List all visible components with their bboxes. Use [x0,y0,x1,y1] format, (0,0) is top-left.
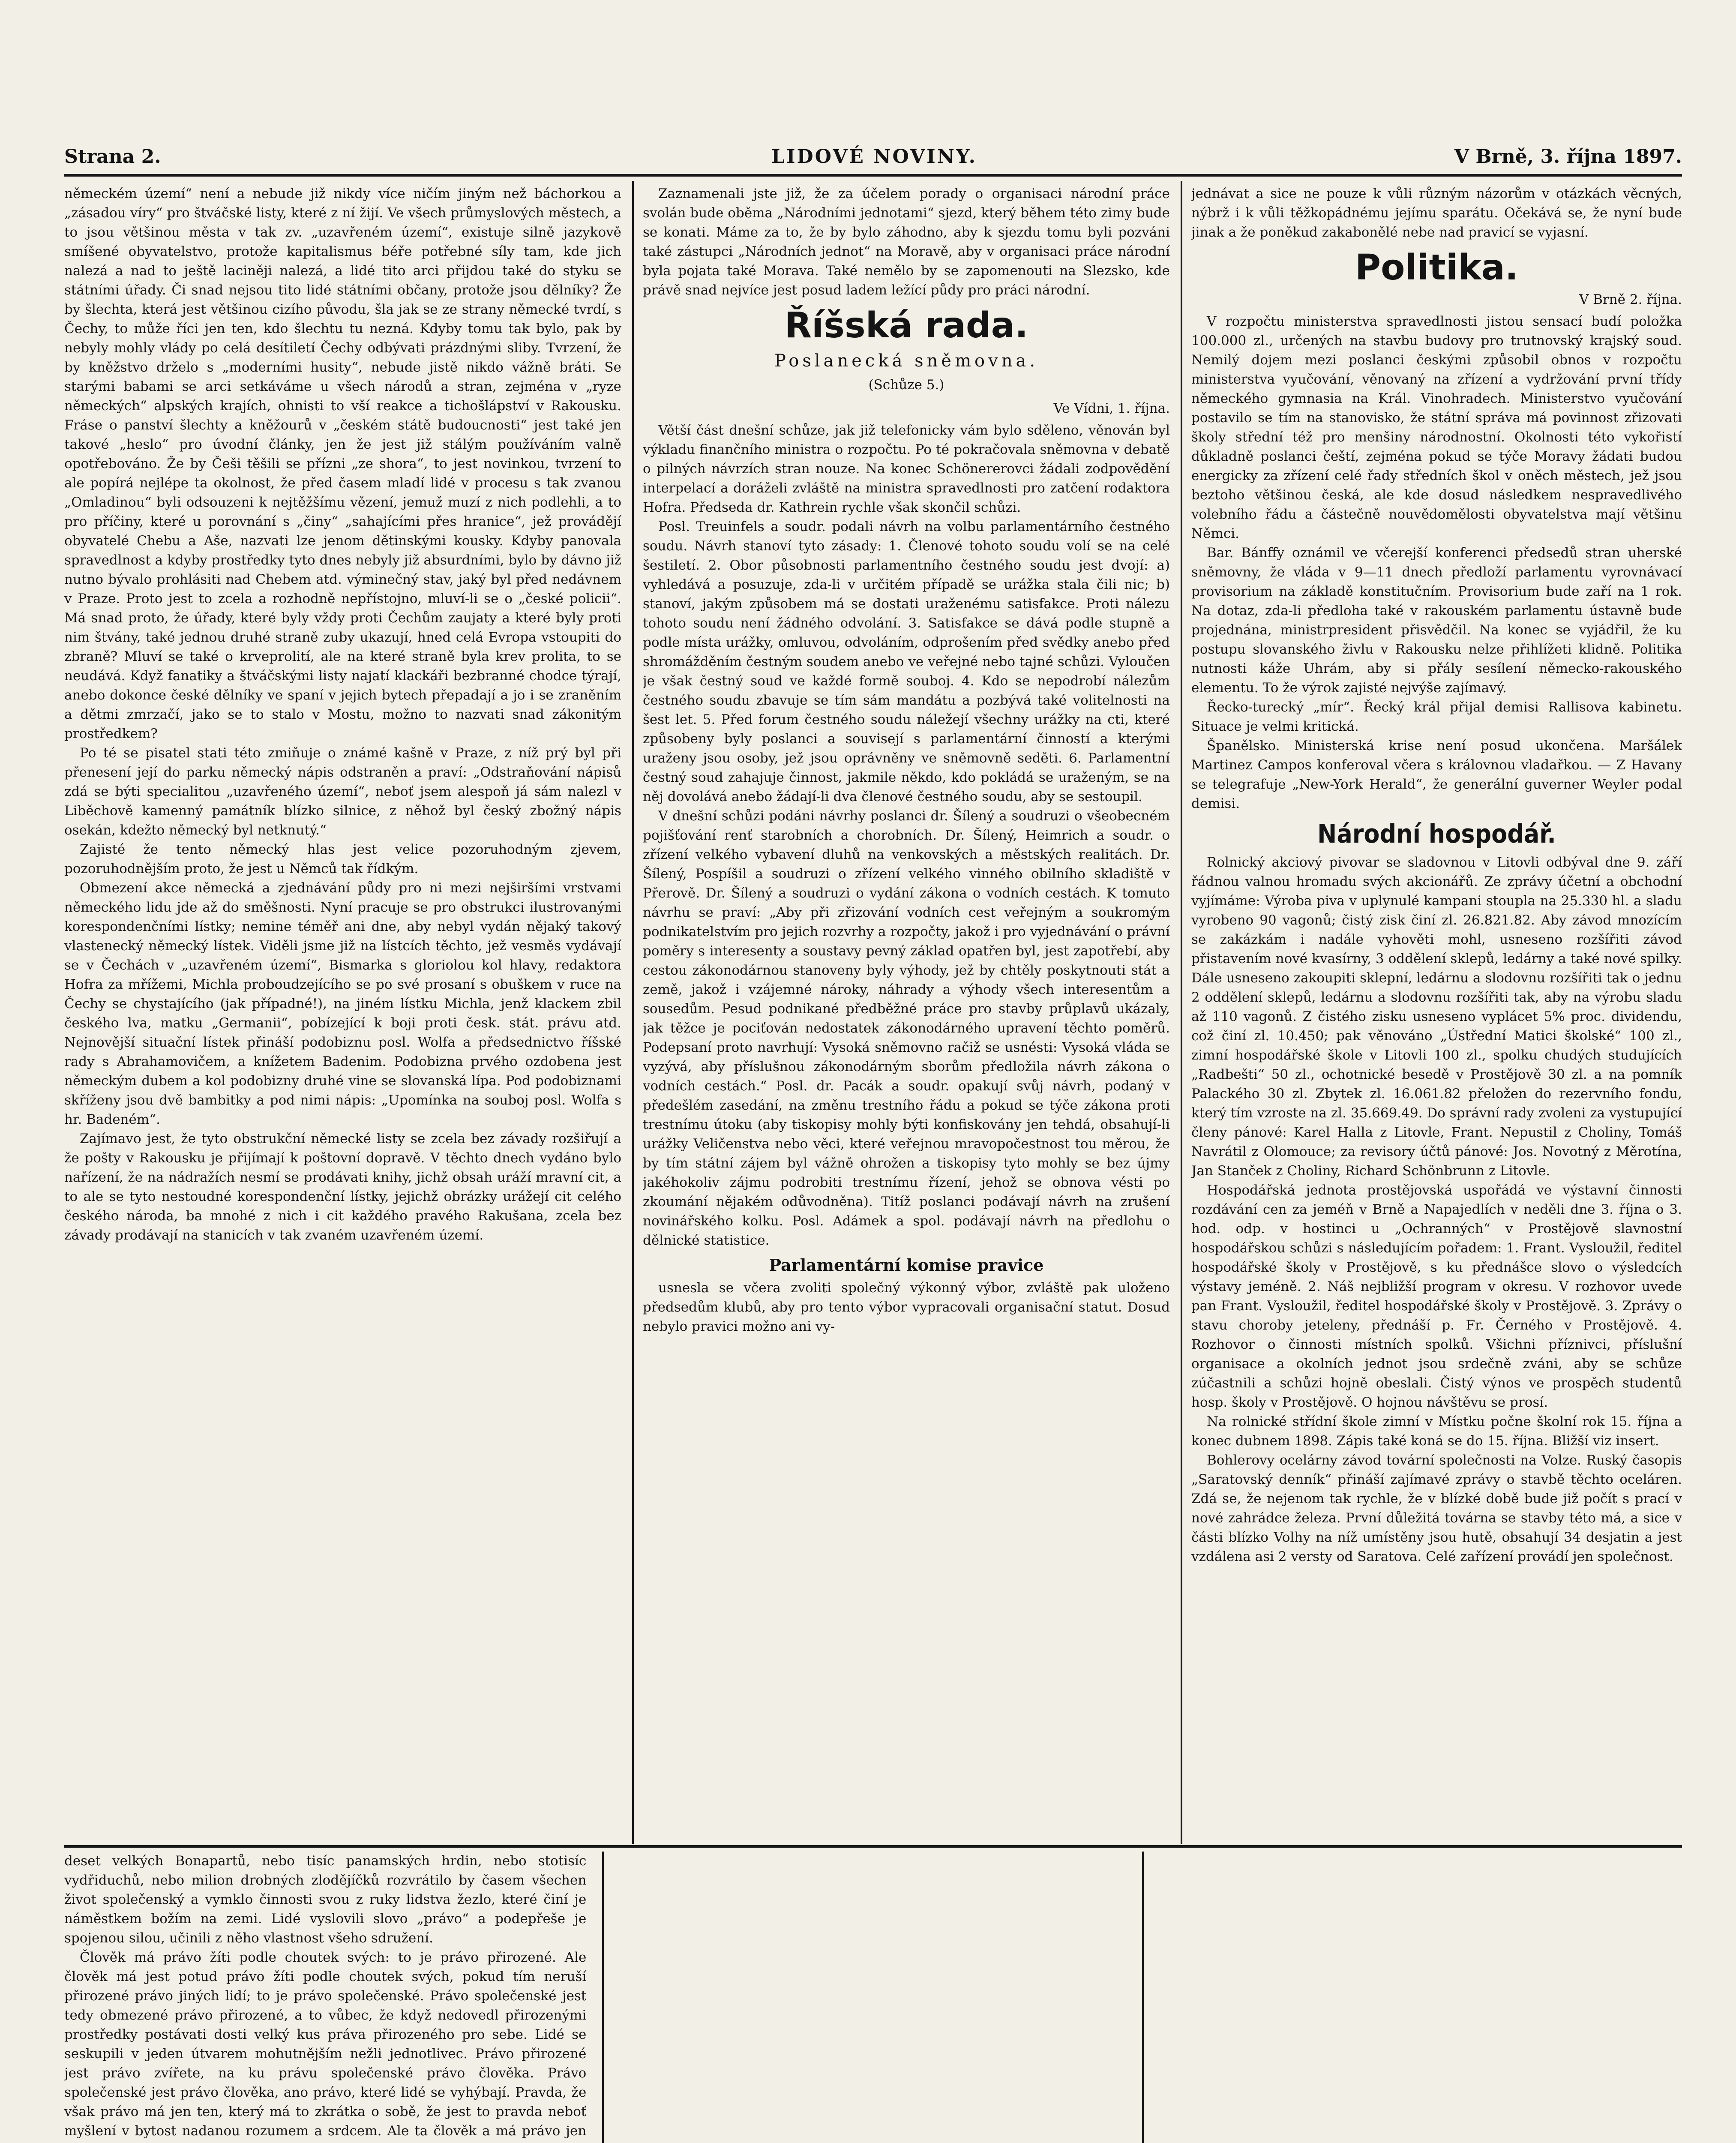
feuilleton-paragraph: deset velkých Bonapartů, nebo tisíc panamských hrdin, nebo stotisíc vydřiduchů, nebo milion drobných zlodějíčků rozvrátilo by časem všechen život společenský a vymklo činnosti svou z ruky lidstva žezlo, které činí je náměstkem božím na zemi. Lidé vyslovili slovo „právo“ a podepřeše je spojenou silou, učinili z něho vlastnost všeho sdružení. [64,1853,587,1946]
article-paragraph: Bar. Bánffy oznámil ve včerejší konferenci předsedů stran uherské sněmovny, že vláda v 9—11 dnech předloží parlamentu vyrovnávací provisorium na základě konstitučním. Provisorium bude zaří na 1 rok. Na dotaz, zda-li předloha také v rakouském parlamentu ústavně bude projednána, ministrpresident přisvědčil. Na konec se vyjádřil, že ku postupu slovanského živlu v Rakousku nelze přihlížeti klidně. Politika nutnosti káže Uhrám, aby si přály sesílení německo-rakouského elementu. To že výrok zajisté nejvýše zajímavý. [1191,545,1682,696]
article-paragraph: Rolnický akciový pivovar se sladovnou v Litovli odbýval dne 9. září řádnou valnou hromadu svých akcionářů. Ze zprávy účetní a obchodní vyjímáme: Výroba piva v uplynulé kampani stoupla na 25.330 hl. a sladu vyrobeno 90 vagonů; čistý zisk činí zl. 26.821.82. Aby závod mnozícím se zakázkám i nadále vyhověti mohl, usneseno rozšířiti závod přistavením nové kvasírny, 3 oddělení sklepů, ledárny a také nové spilky. Dále usneseno zakoupiti sklepní, ledárnu a slodovnu rozšířiti tak o jednu 2 oddělení sklepů, ledárnu a slodovnu rozšířiti tak, aby na výrobu sladu až 110 vagonů. Z čistého zisku usneseno vyplácet 5% proc. dividendu, což činí zl. 10.450; pak věnováno „Ústřední Matici školské“ 100 zl., zimní hospodářské škole v Litovli 100 zl., spolku chudých studujících „Radbešti“ 50 zl., ochotnické besedě v Prostějově 30 zl. a na pomník Palackého 30 zl. Zbytek zl. 16.061.82 přeložen do rezervního fondu, který tím vzroste na zl. 35.669.49. Do správní rady zvoleni za vystupující členy pánové: Karel Halla z Litovle, Frant. Nepustil z Choliny, Tomáš Navrátil z Olomouce; za revisory účtů pánové: Jos. Novotný z Měrotína, Jan Stanček z Choliny, Richard Schönbrunn z Litovle. [1191,855,1682,1179]
article-paragraph: V dnešní schůzi podáni návrhy poslanci dr. Šílený a soudruzi o všeobecném pojišťování renť starobních a chorobních. Dr. Šílený, Heimrich a soudr. o zřízení velkého vybavení dluhů na venkovských a městských realitách. Dr. Šílený, Pospíšil a soudruzi o zřízení velkého vinného obilního skladiště v Přerově. Dr. Šílený a soudruzi o vydání zákona o vodních cestách. K tomuto návrhu se praví: „Aby při zřizování vodních cest veřejným a soukromým podnikatelstvím pro jejich rozvrhy a rozpočty, jakož i pro vyjednávání o právní poměry s interesenty a soustavy pevný základ opatřen byl, jest zapotřebí, aby cestou zákonodárnou stanoveny byly výhody, jež by chtěly poskytnouti stát a země, jakož i vzájemné nároky, náhrady a výhody všech interesentům a sousedům. Pesud podnikané předběžné práce pro stavby průplavů ukázaly, jak těžce je pociťován nedostatek zákonodárného upravení těchto poměrů. Podepsaní proto navrhují: Vysoká sněmovno račiž se usnésti: Vysoká vláda se vyzývá, aby příslušnou zákonodárným sborům předložila návrh zákona o vodních cestách.“ Posl. dr. Pacák a soudr. opakují svůj návrh, podaný v předešlém zasedání, na změnu trestního řádu a pokud se týče zákona proti trestnímu útoku (aby tiskopisy mohly býti konfiskovány jen tehdá, obsahují-li urážky Veličenstva nebo věci, které veřejnou mravopočestnost tou měrou, že by tím státní zájem byl vážně ohrožen a tiskopisy tyto mohly se bez újmy jakéhokoliv zájmu podrobiti trestnímu řízení, jehož se obnova vésti po zkoumání nějakém odůvodněna). Titíž poslanci podávají návrh na zrušení novinářského kolku. Posl. Adámek a spol. podávají návrh na předlohu o dělnické statistice. [643,808,1170,1248]
feuilleton [64,1852,1682,2143]
feuilleton-paragraph: Člověk má právo žíti podle choutek svých: to je právo přirozené. Ale člověk má jest potud právo žíti podle choutek svých, pokud tím neruší přirozené právo jiných lidí; to je právo společenské. Právo společenské jest tedy obmezené právo přirozené, a to vůbec, že když nedovedl přirozenými prostředky postávati dosti velký kus práva přirozeného pro sebe. Lidé se seskupili v jeden útvarem mohutnějším nežli jednotlivec. Právo přirozené jest právo zvířete, na ku právu společenské právo člověka. Právo společenské jest právo člověka, ano právo, které lidé se vyhýbají. Pravda, že však právo má jen ten, který má to zkrátka o sobě, že jest to pravda neboť myšlení v bytost nadanou rozumem a srdcem. Ale ta člověk a má právo jen [64,1950,587,2139]
article-paragraph: usnesla se včera zvoliti společný výkonný výbor, zvláště pak uloženo předsedům klubů, aby pro tento výbor vypracovali organisační statut. Dosud nebylo pravici možno ani vy- [643,1280,1170,1334]
article-paragraph: Zaznamenali jste již, že za účelem porady o organisaci národní práce svolán bude oběma „Národními jednotami“ sjezd, který během této zimy bude se konati. Máme za to, že by bylo záhodno, aby k sjezdu tomu byli pozváni také zástupci „Národních jednot“ na Moravě, aby v organisaci práce národní byla pojata také Morava. Také nemělo by se zapomenouti na Slezsko, kde právě snad nejvíce jest posud ladem ležící půdy pro práci národní. [643,186,1170,298]
section-heading-risska-rada: Říšská rada. [784,305,1028,346]
newspaper-page [64,21,1682,2143]
feuilleton-rule [64,1845,1682,1848]
section-heading-politika: Politika. [1355,247,1518,288]
article-paragraph: Zajisté že tento německý hlas jest velice pozoruhodným zjevem, pozoruhodnějším proto, že jest u Němců tak řídkým. [64,842,621,876]
column-rule-1 [632,181,634,1844]
section-heading-narodni-hospodar: Národní hospodář. [1317,819,1556,849]
article-paragraph: Řecko-turecký „mír“. Řecký král přijal demisi Rallisova kabinetu. Situace je velmi kritická. [1191,699,1682,734]
session-number: (Schůze 5.) [868,377,944,393]
column-2 [643,184,1170,1839]
column-1 [64,184,621,1839]
article-paragraph: Na rolnické střídní škole zimní v Místku počne školní rok 15. října a konec dubnem 1898. Zápis také koná se do 15. října. Bližší viz insert. [1191,1414,1682,1449]
article-continuation: německém území“ není a nebude již nikdy více ničím jiným než báchorkou a „zásadou víry“ pro štváčské listy, které z ní žijí. Ve všech průmyslových městech, a to jsou většinou města v tak zv. „uzavřeném území“, existuje silně jazykově smíšené obyvatelstvo, protože kapitalismus béře potřebné síly tam, kde jich nalezá a nad to ještě laciněji nalezá, a lidé tito arci přijdou také do styku se státními úřady. Či snad nejsou tito lidé státními občany, protože jsou dělníky? Že by šlechta, která jest většinou cizího původu, šla jak se ze strany německé tvrdí, s Čechy, to může říci jen ten, kdo šlechtu tu nezná. Kdyby tomu tak bylo, pak by nebyly mohly vlády po celá desítiletí Čechy odbývati prázdnými sliby. Tvrzení, že by kněžstvo drželo s „moderními husity“, nebude jistě nikdo vážně bráti. Se starými babami se arci setkáváme u všech národů a stran, zejména v „ryze německých“ alpských krajích, ohnisti to vší reakce a tichošlápství v Rakousku. Fráse o panství šlechty a kněžourů v „českém státě budoucnosti“ jest také jen takové „heslo“ pro úvodní články, jen že jest již stálým používáním valně opotřebováno. Že by Češi těšili se přízni „ze shora“, to jest novinkou, tvrzení to ale popírá nejlépe ta okolnost, že před časem mladí lidé v procesu s tak zvanou „Omladinou“ byli odsouzeni k nejtěžšímu vězení, jemuž muzí z nich podlehli, a to pro příčiny, které u porovnání s „činy“ „sahajícími přes hranice“, jež provádějí obyvatelé Chebu a Aše, nazvati lze jenom dětinskými kousky. Kdyby panovala spravedlnost a kdyby prostředky tyto dnes nebyly již absurdními, bylo by dávno již nutno bývalo prohlásiti nad Chebem atd. výminečný stav, jaký byl před nedávnem v Praze. Proto jest to zcela a rozhodně nepřístojno, mluví-li se o „české policii“. Má snad proto, že úřady, které byly vždy proti Čechům zaujaty a které byly proti nim štvány, také jednou druhé straně zuby ukazují, hned celá Evropa vstoupiti do zbraně? Mluví se také o krveprolití, ale na které straně byla krev prolita, to se neudává. Když fanatiky a štváčskými listy najatí klackáři bezbranné chodce týrají, anebo dokonce české dělníky ve spaní v jejich bytech přepadají a jo i se zraněním a dětmi zmrzačí, jako se to stalo v Mostu, možno to nazvati snad zákonitým prostředkem? [64,186,621,741]
article-paragraph: Po té se pisatel stati této zmiňuje o známé kašně v Praze, z níž prý byl při přenesení její do parku německý nápis odstraněn a praví: „Odstraňování nápisů zdá se býti specialitou „uzavřeného území“, neboť jsem alespoň já sám nalezl v Liběchově kamenný památník blízko silnice, z něhož byl český zbožný nápis osekán, kdežto německý byl netknutý.“ [64,745,621,838]
article-paragraph: Obmezení akce německá a zjednávání půdy pro ni mezi nejširšími vrstvami německého lidu jde až do směšnosti. Nyní pracuje se pro obstrukci ilustrovanými korespondenčními lístky; nemine téměř ani dne, aby nebyl vydán nějaký takový vlastenecký německý lístek. Viděli jsme již na lístcích těchto, jež vesměs vydávají se v Čechách v „uzavřeném území“, Bismarka s gloriolou kol hlavy, redaktora Hofra za mřížemi, Michla proboudzejícího se po své prosaní s obuškem v ruce na Čechy se chystajícího (jak případné!), na jiném lístku Michla, jenž klackem zbil českého lva, matku „Germanii“, pobízející k boji proti česk. stát. právu atd. Nejnovější situační lístek přináší podobiznu posl. Wolfa a předsednictvo říšské rady s Abrahamovičem, a knížetem Badenim. Podobizna prvého ozdobena jest německým dubem a kol podobizny druhé vine se slovanská lípa. Pod podobiznami skříženy jsou dvě bambitky a pod nimi nápis: „Upomínka na souboj posl. Wolfa s hr. Badeném“. [64,880,621,1127]
subheading-komise-pravice: Parlamentární komise pravice [769,1255,1044,1275]
article-paragraph: V rozpočtu ministerstva spravedlnosti jistou sensací budí položka 100.000 zl., určených na stavbu budovy pro trutnovský krajský soud. Nemilý dojem mezi poslanci českými způsobil obnos v rozpočtu ministerstva vyučování, věnovaný na zřízení a vydržování první třídy německého gymnasia na Král. Vinohradech. Ministerstvo vyučování postavilo se tím na stanovisko, že státní správa má povinnost zřizovati školy střední též pro menšiny národnostní. Okolnosti této vykořistí důkladně poslanci čeští, zejména pokud se týče Moravy žádati budou energicky za zřízení celé řady středních škol v oněch městech, jež jsou beztoho většinou česká, ale kde dosud následkem nespravedlivého volebního řádu a částečně nouvědomělosti obyvatelstva mají většinu Němci. [1191,314,1682,541]
article-paragraph: Hospodářská jednota prostějovská uspořádá ve výstavní činnosti rozdávání cen za jeméň v Brně a Napajedlích v neděli dne 3. října o 3. hod. odp. v hostinci u „Ochranných“ v Prostějově slavnostní hospodářskou schůzi s následujícím pořadem: 1. Frant. Vysloužil, ředitel hospodářské školy v Prostějově, s ku přednášce slovo o výsledcích výstavy jeméně. 2. Náš nejbližší program v okresu. V rozhovor uvede pan Frant. Vysloužil, ředitel hospodářské školy v Prostějově. 3. Zprávy o stavu choroby jeteleny, přednáší p. Fr. Černého v Prostějově. 4. Rozhovor o činnosti místních spolků. Všichni příznivci, příslušní organisace a okolních jednot jsou srdečně zváni, aby se schůze zúčastnili a schůzi hojně obeslali. Čistý výnos ve prospěch studentů hosp. školy v Prostějově. O hojnou návštěvu se prosí. [1191,1183,1682,1410]
issue-date: V Brně, 3. října 1897. [1454,146,1682,168]
article-continuation: jednávat a sice ne pouze k vůli různým názorům v otázkách věcných, nýbrž i k vůli těžkopádnému jejímu sparátu. Očekává se, že nyní bude jinak a že poněkud zakabonělé nebe nad pravicí se vyjasní. [1191,186,1682,240]
page-header [64,146,1682,184]
column-3 [1191,184,1682,1839]
article-paragraph: Bohlerovy ocelárny závod tovární společnosti na Volze. Ruský časopis „Saratovský denník“ přináší zajímavé zprávy o stavbě těchto oceláren. Zdá se, že nejenom tak rychle, že v blízké době bude již počít s prací v nové zahrádce železa. První důležitá továrna se stavby této má, a sice v části blízko Volhy na níž umístěny jsou hutě, obsahují 34 desjatin a jest vzdálena asi 2 versty od Saratova. Celé zařízení provádí jen společnost. [1191,1453,1682,1564]
column-rule-2 [1181,181,1182,1844]
article-paragraph: Větší část dnešní schůze, jak již telefonicky vám bylo sděleno, věnován byl výkladu finančního ministra o rozpočtu. Po té pokračovala sněmovna v debatě o pilných návrzích stran nouze. Na konec Schönererovci žádali zodpovědění interpelací a doráželi zvláště na ministra spravedlnosti pro zatčení rodaktora Hofra. Předseda dr. Kathrein rychle však skončil schůzi. [643,423,1170,515]
dateline: V Brně 2. října. [1579,292,1682,307]
subheading-poslanecka-snemovna: Poslanecká sněmovna. [774,351,1039,371]
article-paragraph: Španělsko. Ministerská krise není posud ukončena. Maršálek Martinez Campos konferoval včera s královnou vladařkou. — Z Havany se telegrafuje „New-York Herald“, že generální guverner Weyler podal demisi. [1191,738,1682,811]
page-number: Strana 2. [64,146,161,168]
article-paragraph: Posl. Treuinfels a soudr. podali návrh na volbu parlamentárního čestného soudu. Návrh stanoví tyto zásady: 1. Členové tohoto soudu volí se na celé šestiletí. 2. Obor působnosti parlamentního čestného soudu jest dvojí: a) vyhledává a posuzuje, zda-li v určitém případě se urážka stala čili nic; b) stanoví, jakým způsobem má se dostati uraženému satisfakce. Proti nálezu tohoto soudu není žádného odvolání. 3. Satisfakce se dává podle stupně a podle místa urážky, omluvou, odvoláním, odprošením před svědky anebo před shromážděním čestným soudem anebo ve veřejné nebo tajné schůzi. Vyloučen je však čestný soud ve každé formě souboj. 4. Kdo se nepodrobí nálezům čestného soudu zbavuje se tím sám mandátu a pozbývá také volitelnosti na šest let. 5. Před forum čestného soudu náležejí všechny urážky na cti, které způsobeny byly poslanci a souvisejí s parlamentární činností a kterými uraženy jsou osoby, jež jsou oprávněny ve sněmovně seděti. 6. Parlamentní čestný soud zahajuje činnost, jakmile někdo, kdo pokládá se uraženým, se na něj dovolává anebo žádají-li dva členové čestného soudu, aby se sestoupil. [643,519,1170,804]
article-paragraph: Zajímavo jest, že tyto obstrukční německé listy se zcela bez závady rozšiřují a že pošty v Rakousku je přijímají k poštovní dopravě. V těchto dnech vydáno bylo nařízení, že na nádražích nesmí se prodávati knihy, jichž obsah uráží mravní cit, a to ale se tyto nestoudné korespondenční lístky, jejichž obrázky urážejí cit celého českého národa, ba mnohé z nich i cit každého pravého Rakušana, zcela bez závady prodávají na stanicích v tak zvaném uzavřeném území. [64,1131,621,1243]
header-rule [64,174,1682,177]
dateline: Ve Vídni, 1. října. [1053,401,1170,416]
masthead: LIDOVÉ NOVINY. [771,146,977,168]
